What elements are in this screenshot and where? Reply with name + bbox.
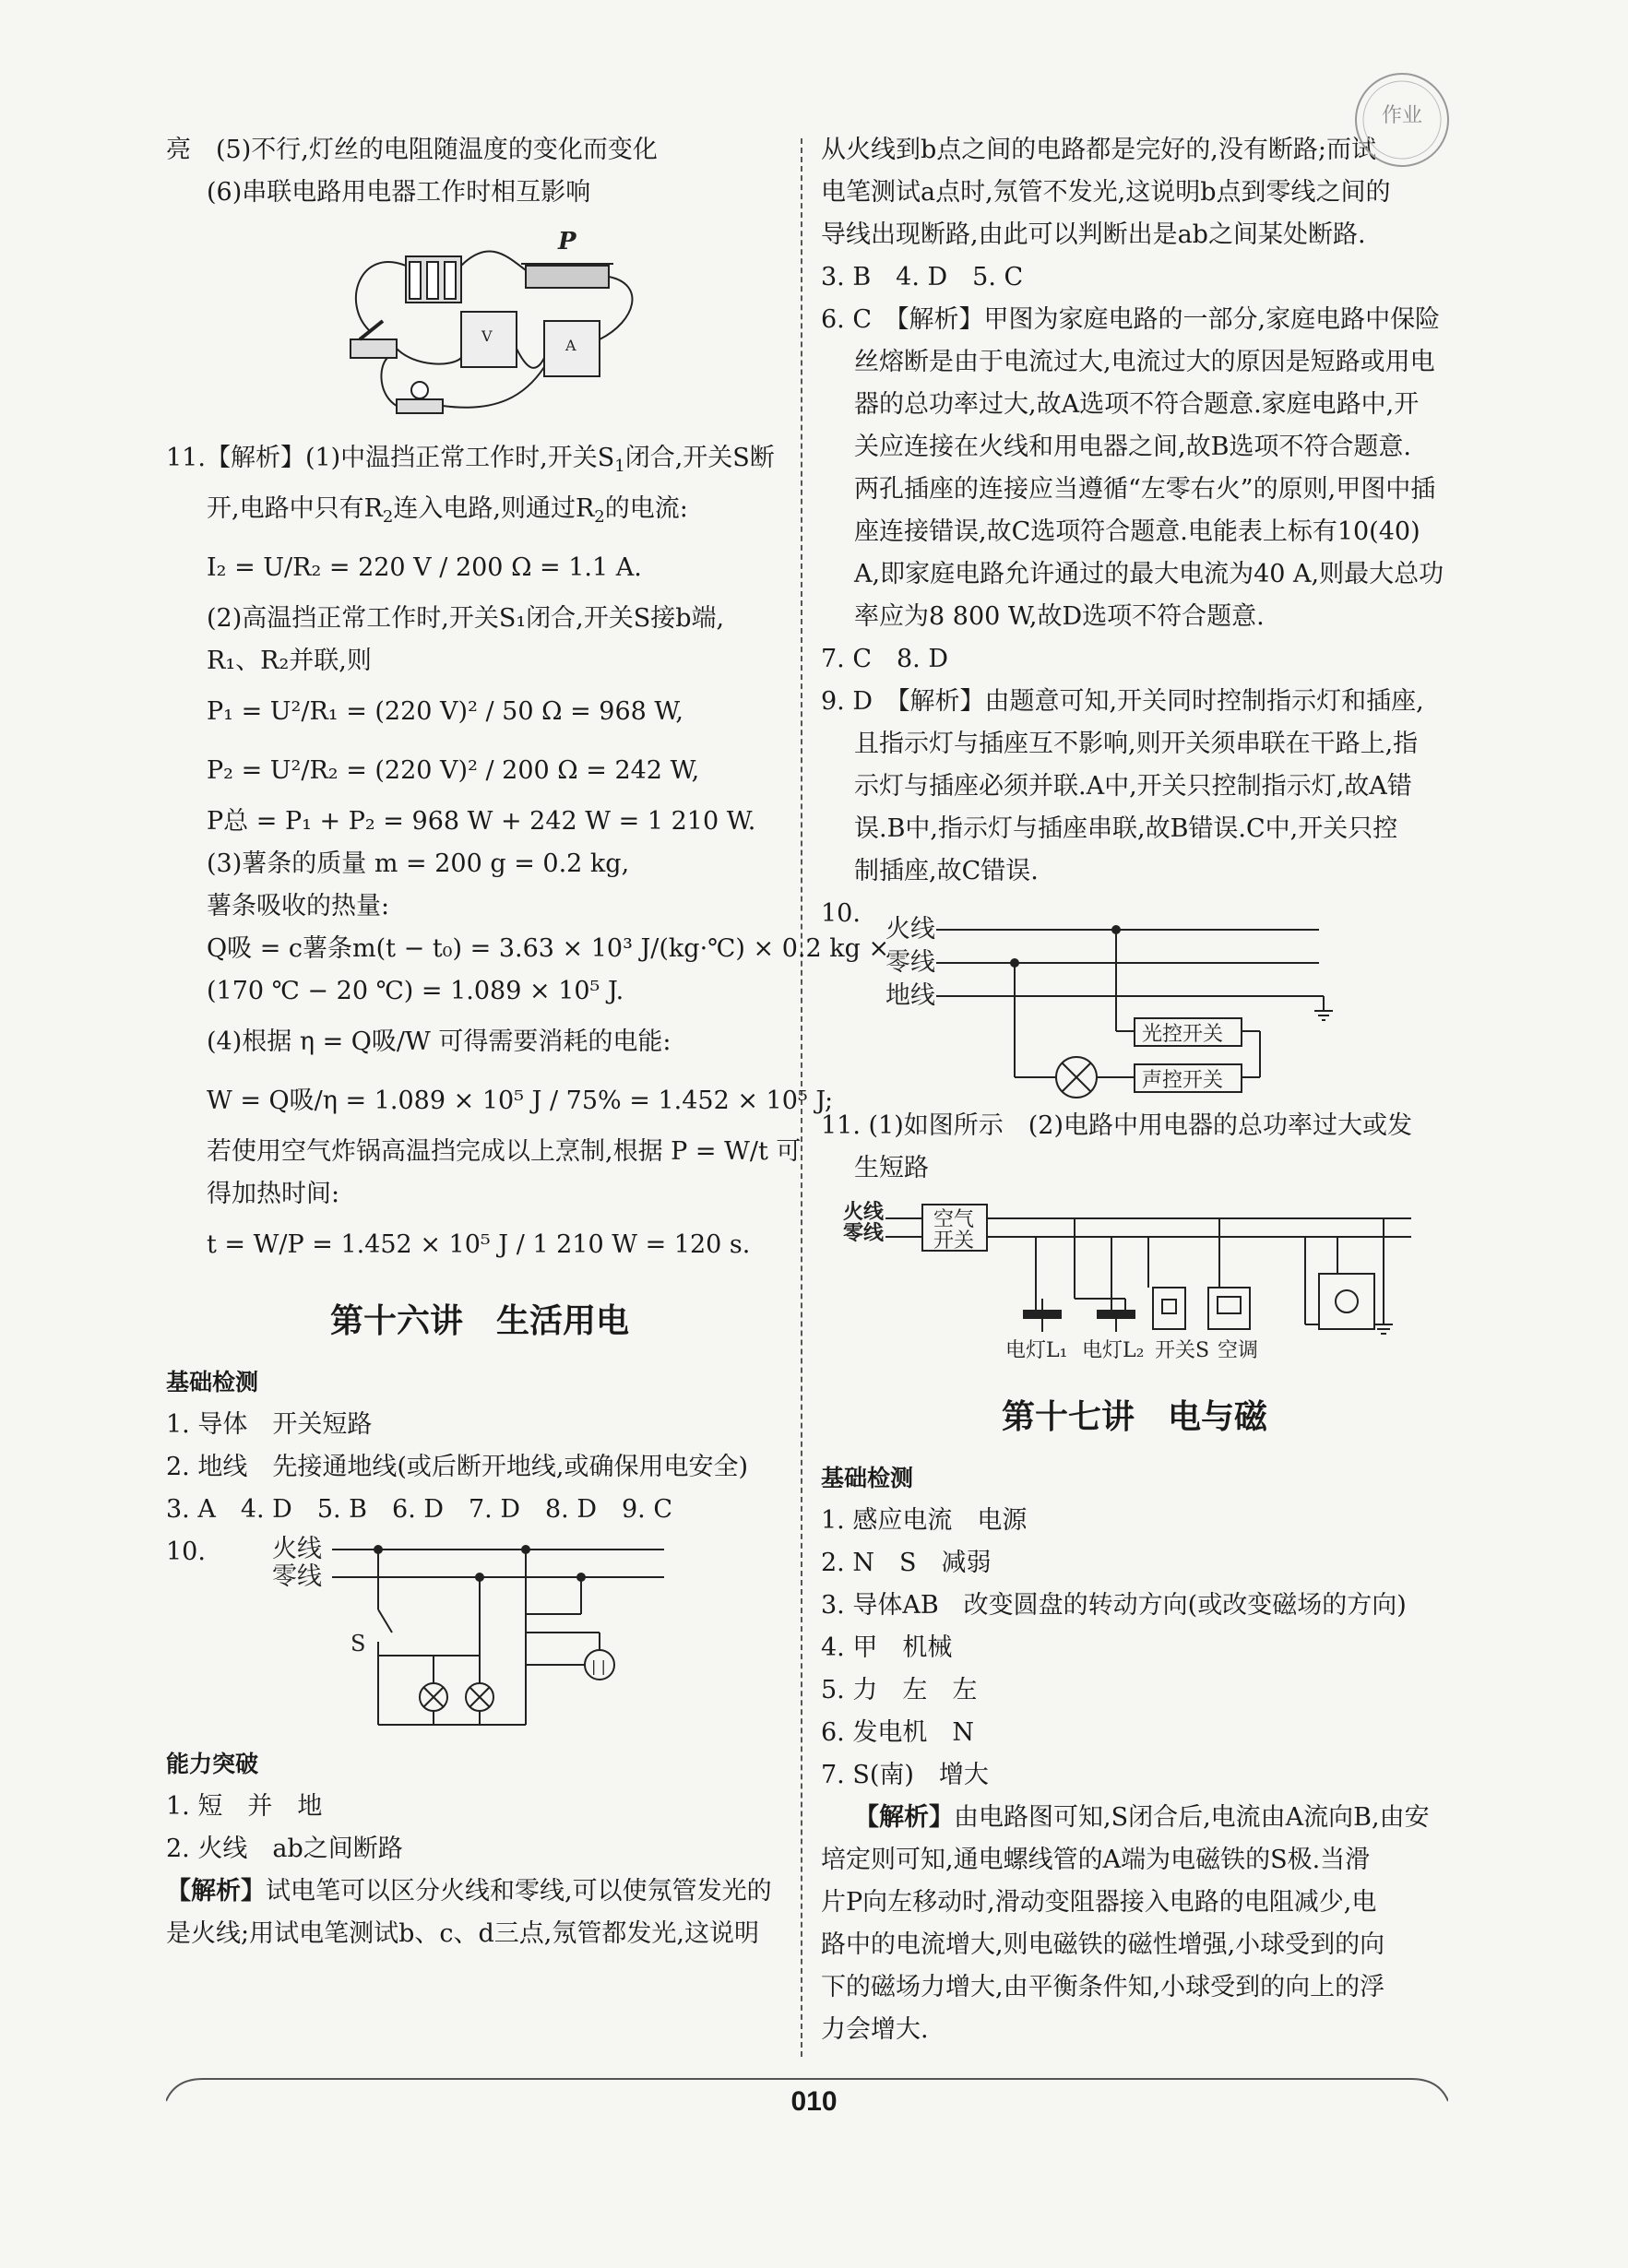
svg-text:V: V [481,327,493,345]
text-line: (3)薯条的质量 m = 200 g = 0.2 kg, [207,849,630,878]
label-switch: S [351,1631,366,1656]
analysis-line: 力会增大. [821,2015,929,2044]
text-line: R₁、R₂并联,则 [207,647,372,675]
answer-line: 2. 地线 先接通地线(或后断开地线,或确保用电安全) [166,1453,748,1481]
answer-line: 2. 火线 ab之间断路 [166,1835,403,1863]
text-line: 得加热时间: [207,1180,340,1208]
label-switch-s: 开关S [1155,1339,1210,1362]
text-line: 从火线到b点之间的电路都是完好的,没有断路;而试 [821,136,1376,164]
answer-line: 4. 甲 机械 [821,1633,953,1662]
section-title-16: 第十六讲 生活用电 [329,1302,629,1340]
formula-p2: P₂ = U²/R₂ = (220 V)² / 200 Ω = 242 W, [207,756,700,785]
label-light-switch: 光控开关 [1142,1023,1224,1046]
label-fire-wire: 火线 [885,915,935,944]
formula-i2: I₂ = U/R₂ = 220 V / 200 Ω = 1.1 A. [207,553,642,582]
analysis-line: 是火线;用试电笔测试b、c、d三点,氖管都发光,这说明 [166,1919,759,1948]
text-line: 座连接错误,故C选项符合题意.电能表上标有10(40) [854,517,1420,546]
text-line: 率应为8 800 W,故D选项不符合题意. [854,602,1265,631]
stamp-logo [1347,65,1457,175]
label-lamp-l1: 电灯L₁ [1005,1339,1068,1362]
label-zero-wire: 零线 [842,1221,884,1245]
text-line: 制插座,故C错误. [854,857,1039,885]
answer-line: 3. A 4. D 5. B 6. D 7. D 8. D 9. C [166,1495,672,1524]
section-title-17: 第十七讲 电与磁 [1001,1398,1267,1436]
answer-line: 5. 力 左 左 [821,1676,978,1704]
text-line: 且指示灯与插座互不影响,则开关须串联在干路上,指 [854,730,1419,758]
answer-line: 11. (1)如图所示 (2)电路中用电器的总功率过大或发 [821,1111,1413,1140]
subheading-ability: 能力突破 [166,1751,259,1777]
circuit-figure-meters [166,220,793,432]
formula-w: W = Q吸/η = 1.089 × 10⁵ J / 75% = 1.452 × 10⁵ J; [207,1087,834,1115]
answer-line: 1. 短 并 地 [166,1792,323,1821]
page-number: 010 [790,2086,838,2117]
answer-line: 6. C 【解析】甲图为家庭电路的一部分,家庭电路中保险 [821,305,1441,334]
label-air-switch: 空气 [933,1208,975,1231]
answer-line: 1. 导体 开关短路 [166,1410,373,1439]
label-fire-wire: 火线 [842,1200,884,1224]
answer-line: 2. N S 减弱 [821,1549,992,1577]
answer-number: 10. [166,1538,206,1566]
formula-q-cont: (170 ℃ − 20 ℃) = 1.089 × 10⁵ J. [207,977,624,1005]
formula-ptotal: P总 = P₁ + P₂ = 968 W + 242 W = 1 210 W. [207,807,756,836]
formula-p1: P₁ = U²/R₁ = (220 V)² / 50 Ω = 968 W, [207,697,684,726]
answer-10-right-block [821,893,1448,1105]
analysis-line: 培定则可知,通电螺线管的A端为电磁铁的S极.当滑 [821,1846,1371,1874]
label-air-conditioner: 空调 [1218,1339,1259,1362]
text-line: 开,电路中只有$R_2$连入电路,则通过$R_2$的电流: [207,494,688,527]
text-line: 生短路 [854,1154,929,1182]
subheading-basic: 基础检测 [166,1369,259,1395]
answer-line: 9. D 【解析】由题意可知,开关同时控制指示灯和插座, [821,687,1424,716]
text-line: 电笔测试a点时,氖管不发光,这说明b点到零线之间的 [821,178,1391,207]
answer-line: 3. 导体AB 改变圆盘的转动方向(或改变磁场的方向) [821,1591,1407,1620]
text-line: 两孔插座的连接应当遵循“左零右火”的原则,甲图中插 [854,475,1436,504]
analysis-line: 【解析】由电路图可知,S闭合后,电流由A流向B,由安 [854,1803,1430,1832]
label-sound-switch: 声控开关 [1142,1069,1224,1092]
circuit-diagram-16-10 [166,1531,719,1743]
text-line: 器的总功率过大,故A选项不符合题意.家庭电路中,开 [854,390,1420,419]
text-line: 薯条吸收的热量: [207,892,390,920]
text-line: 导线出现断路,由此可以判断出是ab之间某处断路. [821,220,1366,249]
text-line: 示灯与插座必须并联.A中,开关只控制指示灯,故A错 [854,772,1412,801]
svg-text:| |: | | [591,1657,606,1675]
circuit-diagram-light-sound [821,893,1374,1105]
text-line: 关应连接在火线和用电器之间,故B选项不符合题意. [854,433,1412,461]
answer-line: 7. C 8. D [821,645,948,673]
text-line: 误.B中,指示灯与插座串联,故B错误.C中,开关只控 [854,814,1398,843]
subheading-basic: 基础检测 [821,1465,914,1491]
svg-text:A: A [565,337,576,354]
text-line: (2)高温挡正常工作时,开关S₁闭合,开关S接b端, [207,604,725,633]
answer-line: 7. S(南) 增大 [821,1761,989,1789]
label-zero-wire: 零线 [885,948,935,977]
text-line: 若使用空气炸锅高温挡完成以上烹制,根据 P = W/t 可 [207,1137,802,1166]
label-ground-wire: 地线 [885,981,935,1010]
text-line: 11.【解析】(1)中温挡正常工作时,开关$S_1$闭合,开关S断 [166,444,775,476]
analysis-line: 路中的电流增大,则电磁铁的磁性增强,小球受到的向 [821,1930,1385,1959]
formula-q: Q吸 = c薯条m(t − t₀) = 3.63 × 10³ J/(kg·℃) × 0.2 kg × [207,934,890,963]
label-fire-wire: 火线 [272,1535,322,1563]
analysis-line: 【解析】试电笔可以区分火线和零线,可以使氖管发光的 [166,1877,772,1906]
text-line: 丝熔断是由于电流过大,电流过大的原因是短路或用电 [854,348,1435,376]
right-column [821,129,1448,2051]
answer-line: 3. B 4. D 5. C [821,263,1024,291]
circuit-diagram-household [821,1195,1448,1371]
label-air-switch: 开关 [933,1229,975,1253]
svg-text:P: P [558,228,576,255]
text-line: A,即家庭电路允许通过的最大电流为40 A,则最大总功 [854,560,1444,588]
label-lamp-l2: 电灯L₂ [1082,1339,1145,1362]
analysis-line: 下的磁场力增大,由平衡条件知,小球受到的向上的浮 [821,1973,1385,2001]
answer-line: 1. 感应电流 电源 [821,1506,1028,1535]
text-line: 亮 (5)不行,灯丝的电阻随温度的变化而变化 [166,136,658,164]
label-zero-wire: 零线 [272,1562,322,1591]
text-line: (6)串联电路用电器工作时相互影响 [207,178,591,207]
answer-number: 10. [821,899,861,928]
answer-line: 6. 发电机 N [821,1718,974,1747]
formula-t: t = W/P = 1.452 × 10⁵ J / 1 210 W = 120 s. [207,1230,751,1259]
answer-10-block [166,1531,793,1743]
stamp-text: 作业 [1382,104,1423,127]
formula-eta: (4)根据 η = Q吸/W 可得需要消耗的电能: [207,1027,671,1056]
analysis-line: 片P向左移动时,滑动变阻器接入电路的电阻减少,电 [821,1888,1377,1917]
